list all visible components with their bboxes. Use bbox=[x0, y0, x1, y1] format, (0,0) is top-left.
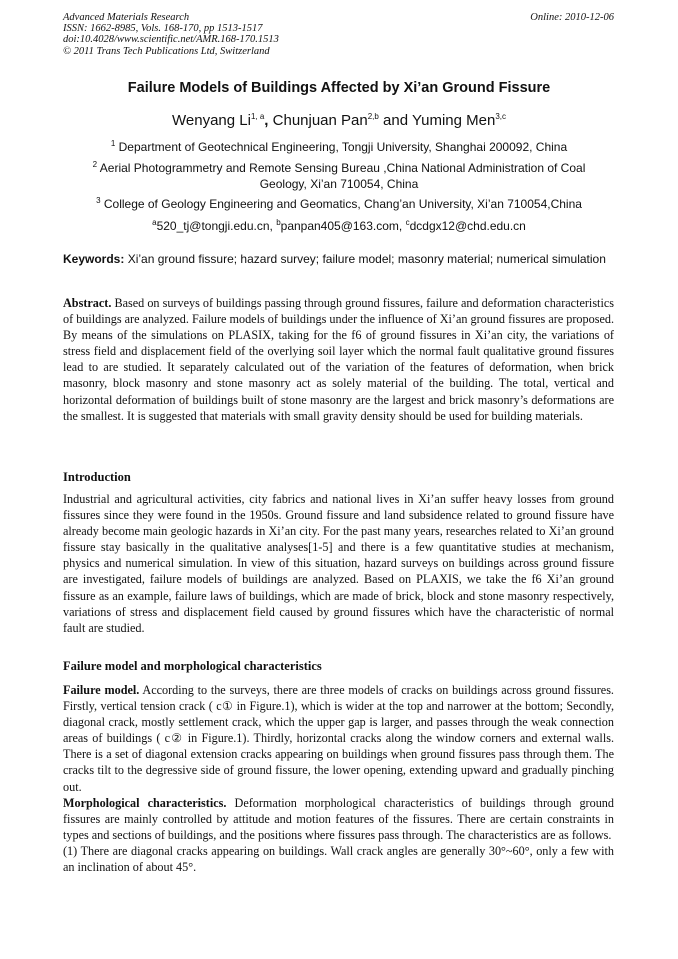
email-c: dcdgx12@chd.edu.cn bbox=[409, 219, 526, 233]
introduction-text: Industrial and agricultural activities, city fabrics and national lives in Xi’an suffer heavy losses from ground fissures since they were found in the 1950s. Ground fissure and land subsidence related to ground fissure have already become main geologic hazards in Xi’an city. For the past many years, researches related to Xi’an ground fissure stay basically in the qualitative analyses[1-5] and there is a few quantitative studies at mechanism, physics and numerical simulation. In view of this situation, hazard surveys on buildings across ground fissure are investigated, failure models of buildings are analyzed. Based on PLAXIS, we take the f6 Xi’an ground fissure as an example, failure laws of buildings, which are made of brick, block and stone masonry respectively, variations of stress and displacement field caused by ground fissures which have the characteristic of normal fault are studied. bbox=[63, 492, 614, 635]
author-line bbox=[40, 112, 638, 129]
affiliation-3: $^3$ College of Geology Engineering and Geomatics, Chang’an University, Xi’an 710054,China bbox=[96, 196, 582, 211]
morphological-paragraph: Morphological characteristics. Deformation morphological characteristics of buildings through ground fissures are mainly controlled by attitude and motion features of the fissures. There are certain constraints in types and sections of buildings, and the positions where fissures pass through. The characteristics are as follows. bbox=[63, 795, 614, 842]
affiliation-2: $^2$ Aerial Photogrammetry and Remote Sensing Bureau ,China National Administration of Coal Geology, Xi’an 710054, China bbox=[92, 160, 586, 191]
author-1-sup: 1, a bbox=[250, 112, 265, 121]
email-b: panpan405@163.com, bbox=[280, 219, 406, 233]
failure-section-heading: Failure model and morphological characteristics bbox=[63, 659, 322, 673]
author-separator: , bbox=[264, 112, 273, 129]
author-1: Wenyang Li bbox=[172, 112, 251, 129]
affiliation-1: $^1$ Department of Geotechnical Engineering, Tongji University, Shanghai 200092, China bbox=[110, 139, 568, 154]
author-2-sup: 2,b bbox=[367, 112, 379, 121]
keywords-label: Keywords: bbox=[63, 252, 125, 266]
paper-title: Failure Models of Buildings Affected by Xi’an Ground Fissure bbox=[127, 80, 551, 96]
abstract-text: Based on surveys of buildings passing through ground fissures, failure and deformation characteristics of buildings are analyzed. Failure models of buildings under the influence of Xi’an ground fissures are proposed. By means of the simulations on PLASIX, taking for the f6 of ground fissures in Xi’an city, the variations of stress field and displacement field of the overlying soil layer which the normal fault qualitative ground fissures lead to are studied. It separately calculated out of the variation of the features of deformation, when brick masonry, block masonry and stone masonry act as solely material of the building. The total, vertical and horizontal deformation of buildings built of stone masonry are the largest and brick masonry’s deformations are the smallest. It is suggested that materials with small gravity density should be used for building materials. bbox=[63, 296, 614, 423]
journal-name: Advanced Materials Research bbox=[63, 12, 190, 23]
copyright-line: © 2011 Trans Tech Publications Ltd, Switzerland bbox=[63, 45, 270, 57]
failure-model-paragraph: Failure model. According to the surveys, there are three models of cracks on buildings across ground fissures. Firstly, vertical tension crack ( c① in Figure.1), which is wider at the top and narrower at the bottom; Secondly, diagonal crack, mostly settlement crack, which the upper gap is larger, and passes through the weak connection areas of buildings ( c② in Figure.1). Thirdly, horizontal cracks along the window corners and external walls. There is a set of diagonal extension cracks appearing on buildings when ground fissures pass through them. The cracks tilt to the degressive side of ground fissure, the lower opening, extending upward and gradually pinching out. bbox=[63, 683, 614, 794]
author-2: Chunjuan Pan bbox=[272, 112, 368, 129]
author-3: Yuming Men bbox=[411, 112, 496, 129]
author-3-sup: 3,c bbox=[495, 112, 506, 121]
email-a: 520_tj@tongji.edu.cn, bbox=[156, 219, 277, 233]
email-line: $^a$520_tj@tongji.edu.cn, $^b$panpan405@163.com, $^c$dcdgx12@chd.edu.cn bbox=[152, 218, 526, 233]
keywords bbox=[63, 252, 614, 267]
issn-line: ISSN: 1662-8985, Vols. 168-170, pp 1513-1517 bbox=[63, 23, 263, 35]
abstract-label: Abstract. bbox=[63, 296, 112, 310]
online-date: Online: 2010-12-06 bbox=[530, 12, 614, 23]
introduction-heading: Introduction bbox=[63, 470, 131, 484]
journal-info bbox=[63, 12, 279, 57]
doi-line: doi:10.4028/www.scientific.net/AMR.168-170.1513 bbox=[63, 34, 279, 46]
author-separator: and bbox=[378, 112, 412, 129]
keywords-text: Xi’an ground fissure; hazard survey; failure model; masonry material; numerical simulation bbox=[124, 252, 606, 266]
abstract bbox=[63, 295, 614, 424]
list-item-1: (1) There are diagonal cracks appearing on buildings. Wall crack angles are generally 30°~60°, only a few with an inclination of about 45°. bbox=[63, 843, 614, 875]
failure-section-body bbox=[63, 682, 614, 875]
